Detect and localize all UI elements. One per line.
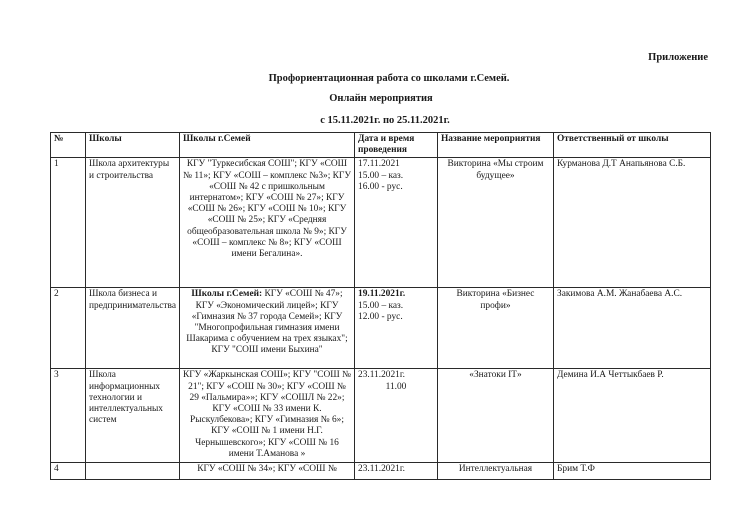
city-schools: КГУ «СОШ № 34»; КГУ «СОШ № bbox=[180, 463, 355, 480]
city-schools: КГУ «Жаркынская СОШ»; КГУ "СОШ № 21"; КГУ «СОШ № 30»; КГУ «СОШ № 29 «Пальмира»»; КГУ «СОШЛ № 22»; КГУ «СОШ № 33 имени К. Рыскулбекова»; КГУ «Гимназия № 6»; КГУ «СОШ № 1 имени Н.Г. Чернышевского»; КГУ «СОШ № 16 имени Т.Аманова » bbox=[180, 369, 355, 463]
city-schools bbox=[180, 288, 355, 369]
column-header-num: № bbox=[51, 133, 86, 158]
event-date: 17.11.2021 bbox=[358, 159, 400, 170]
event-date: 23.11.2021г. bbox=[355, 463, 438, 480]
document-title: Профориентационная работа со школами г.Семей. bbox=[268, 73, 510, 84]
event-time-kaz: 15.00 – каз. bbox=[358, 300, 404, 311]
table-row bbox=[51, 158, 711, 288]
event-time: 11.00 bbox=[385, 381, 407, 392]
column-header-responsible: Ответственный от школы bbox=[554, 133, 711, 158]
column-header-date: Дата и время проведения bbox=[355, 133, 438, 158]
school-name: Школа бизнеса и предпринимательства bbox=[86, 288, 180, 369]
appendix-label: Приложение bbox=[648, 52, 708, 63]
city-schools: КГУ "Туркесибская СОШ"; КГУ «СОШ № 11»; КГУ «СОШ – комплекс №3»; КГУ «СОШ № 42 с пришкольным интернатом»; КГУ «СОШ № 27»; КГУ «СОШ № 26»; КГУ «СОШ № 10»; КГУ «СОШ № 25»; КГУ «Средняя общеобразовательная школа № 9»; КГУ «СОШ – комплекс № 8»; КГУ «СОШ имени Бегалина». bbox=[180, 158, 355, 288]
event-name: «Знатоки IT» bbox=[438, 369, 554, 463]
city-schools-list: КГУ «СОШ № 47»; КГУ «Экономический лицей»; КГУ «Гимназия № 37 города Семей»; КГУ "Многопрофильная гимназия имени Шакарима с обучением на трех языках"; КГУ "СОШ имени Быхина" bbox=[186, 289, 348, 356]
responsible: Брим Т.Ф bbox=[554, 463, 711, 480]
responsible: Курманова Д.Т Анапьянова С.Б. bbox=[554, 158, 711, 288]
school-name: Школа архитектуры и строительства bbox=[86, 158, 180, 288]
event-date: 23.11.2021г. bbox=[358, 370, 405, 381]
responsible: Закимова А.М. Жанабаева А.С. bbox=[554, 288, 711, 369]
school-name bbox=[86, 463, 180, 480]
event-name: Интеллектуальная bbox=[438, 463, 554, 480]
document-period: с 15.11.2021г. по 25.11.2021г. bbox=[320, 115, 450, 126]
responsible: Демина И.А Четтыкбаев Р. bbox=[554, 369, 711, 463]
table-row bbox=[51, 288, 711, 369]
date-time bbox=[355, 369, 438, 463]
table-row bbox=[51, 369, 711, 463]
row-number: 3 bbox=[51, 369, 86, 463]
column-header-city-schools: Школы г.Семей bbox=[180, 133, 355, 158]
row-number: 1 bbox=[51, 158, 86, 288]
row-number: 2 bbox=[51, 288, 86, 369]
document-subtitle: Онлайн мероприятия bbox=[329, 93, 433, 104]
column-header-event: Название мероприятия bbox=[438, 133, 554, 158]
city-schools-prefix: Школы г.Семей: bbox=[191, 289, 263, 300]
column-header-school: Школы bbox=[86, 133, 180, 158]
table-header-row bbox=[51, 133, 711, 158]
event-time-kaz: 15.00 – каз. bbox=[358, 170, 404, 181]
event-date: 19.11.2021г. bbox=[358, 289, 406, 300]
event-time-rus: 16.00 - рус. bbox=[358, 181, 403, 192]
school-name: Школа информационных технологии и интеллектуальных систем bbox=[86, 369, 180, 463]
event-name: Викторина «Мы строим будущее» bbox=[438, 158, 554, 288]
event-name: Викторина «Бизнес профи» bbox=[438, 288, 554, 369]
table-row bbox=[51, 463, 711, 480]
events-table bbox=[50, 132, 711, 480]
row-number: 4 bbox=[51, 463, 86, 480]
date-time bbox=[355, 288, 438, 369]
date-time bbox=[355, 158, 438, 288]
event-time-rus: 12.00 - рус. bbox=[358, 311, 403, 322]
